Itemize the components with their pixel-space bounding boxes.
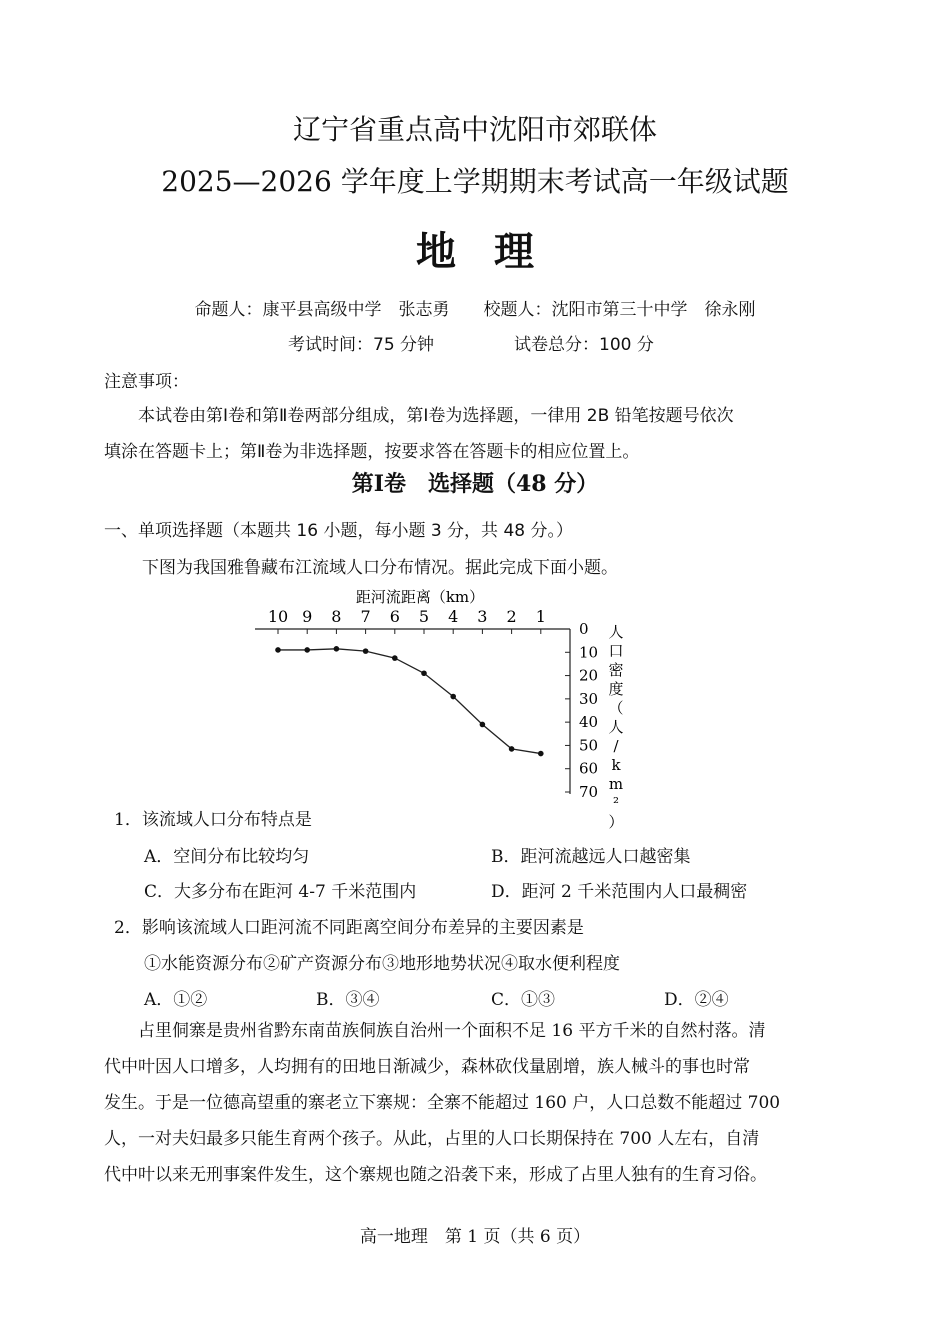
x-tick-label: 6 bbox=[389, 607, 400, 626]
x-tick-label: 7 bbox=[360, 607, 371, 626]
q1-option-d[interactable]: D．距河 2 千米范围内人口最稠密 bbox=[491, 882, 748, 902]
exam-title-line1: 辽宁省重点高中沈阳市郊联体 bbox=[292, 113, 657, 146]
x-tick-label: 4 bbox=[448, 607, 459, 626]
passage bbox=[104, 1013, 849, 1193]
notice-line2: 填涂在答题卡上；第Ⅱ卷为非选择题，按要求答在答题卡的相应位置上。 bbox=[104, 442, 640, 462]
subject-title: 地理 bbox=[416, 228, 572, 275]
series-line bbox=[278, 649, 541, 754]
passage-line-2: 代中叶因人口增多，人均拥有的田地日渐减少，森林砍伐量剧增，族人械斗的事也时常 bbox=[104, 1057, 750, 1077]
x-tick-label: 2 bbox=[506, 607, 517, 626]
x-tick-label: 5 bbox=[418, 607, 430, 626]
y-label-char: ） bbox=[608, 813, 624, 831]
passage-line-4: 人，一对夫妇最多只能生育两个孩子。从此，占里的人口长期保持在 700 人左右，自清 bbox=[104, 1129, 760, 1149]
data-point bbox=[450, 694, 456, 700]
q1-option-c[interactable]: C．大多分布在距河 4-7 千米范围内 bbox=[144, 882, 417, 902]
passage-line-5: 代中叶以来无刑事案件发生，这个寨规也随之沿袭下来，形成了占里人独有的生育习俗。 bbox=[104, 1165, 767, 1185]
authors-line: 命题人：康平县高级中学 张志勇 校题人：沈阳市第三十中学 徐永刚 bbox=[194, 300, 756, 320]
q2-stem: 2．影响该流域人口距河流不同距离空间分布差异的主要因素是 bbox=[114, 918, 584, 938]
data-point bbox=[392, 655, 398, 661]
total-score: 试卷总分：100 分 bbox=[514, 335, 654, 355]
notice-title: 注意事项： bbox=[104, 372, 189, 392]
y-label-char: 人 bbox=[608, 718, 624, 736]
q2-option-a[interactable]: A．①② bbox=[144, 990, 208, 1010]
y-label-char: 人 bbox=[608, 623, 624, 641]
q1-option-b[interactable]: B．距河流越远人口越密集 bbox=[491, 847, 691, 867]
y-tick-label: 10 bbox=[579, 643, 599, 662]
population-density-chart bbox=[250, 582, 650, 831]
y-label-char: k bbox=[611, 756, 621, 774]
y-tick-label: 50 bbox=[579, 736, 599, 755]
y-axis-label bbox=[608, 623, 623, 831]
y-tick-label: 20 bbox=[579, 666, 599, 685]
series-points bbox=[275, 646, 543, 756]
q1-option-a[interactable]: A．空间分布比较均匀 bbox=[144, 847, 310, 867]
data-point bbox=[275, 647, 281, 653]
y-label-char: 密 bbox=[608, 661, 624, 679]
q2-items: ①水能资源分布②矿产资源分布③地形地势状况④取水便利程度 bbox=[144, 954, 620, 974]
data-point bbox=[334, 646, 340, 652]
x-tick-label: 10 bbox=[267, 607, 289, 626]
x-tick-label: 1 bbox=[535, 607, 546, 626]
section-title: 第Ⅰ卷 选择题（48 分） bbox=[351, 471, 599, 497]
y-tick-label: 0 bbox=[579, 620, 589, 638]
y-label-char: ² bbox=[612, 794, 620, 812]
data-point bbox=[363, 648, 369, 654]
data-point bbox=[421, 670, 427, 676]
chart-title: 距河流距离（km） bbox=[355, 588, 485, 606]
data-point bbox=[480, 722, 486, 728]
y-tick-label: 60 bbox=[579, 759, 599, 778]
x-axis-ticks bbox=[268, 607, 546, 634]
q2-option-d[interactable]: D．②④ bbox=[664, 990, 729, 1010]
q2-option-b[interactable]: B．③④ bbox=[316, 990, 380, 1010]
exam-time: 考试时间：75 分钟 bbox=[288, 335, 435, 355]
data-point bbox=[538, 751, 544, 757]
q2-option-c[interactable]: C．①③ bbox=[491, 990, 556, 1010]
y-tick-label: 30 bbox=[579, 689, 599, 708]
y-label-char: 口 bbox=[608, 642, 624, 660]
exam-title-line2: 2025—2026 学年度上学期期末考试高一年级试题 bbox=[161, 165, 789, 198]
q1-stem: 1．该流域人口分布特点是 bbox=[114, 810, 312, 830]
data-point bbox=[304, 647, 310, 653]
page-footer: 高一地理 第 1 页（共 6 页） bbox=[359, 1227, 591, 1247]
y-label-char: （ bbox=[608, 699, 624, 717]
data-point bbox=[509, 746, 515, 752]
y-label-char: / bbox=[613, 737, 619, 755]
x-tick-label: 9 bbox=[302, 607, 313, 626]
y-tick-label: 70 bbox=[579, 783, 599, 801]
passage-line-3: 发生。于是一位德高望重的寨老立下寨规：全寨不能超过 160 户，人口总数不能超过 700 bbox=[104, 1093, 781, 1113]
chart-intro: 下图为我国雅鲁藏布江流域人口分布情况。据此完成下面小题。 bbox=[142, 558, 618, 578]
notice-line1: 本试卷由第Ⅰ卷和第Ⅱ卷两部分组成，第Ⅰ卷为选择题，一律用 2B 铅笔按题号依次 bbox=[138, 406, 734, 426]
x-tick-label: 3 bbox=[477, 607, 488, 626]
part-title: 一、单项选择题（本题共 16 小题，每小题 3 分，共 48 分。） bbox=[104, 521, 574, 541]
passage-line-1: 占里侗寨是贵州省黔东南苗族侗族自治州一个面积不足 16 平方千米的自然村落。清 bbox=[138, 1021, 766, 1041]
y-tick-label: 40 bbox=[579, 713, 599, 732]
x-tick-label: 8 bbox=[331, 607, 342, 626]
y-label-char: m bbox=[608, 775, 624, 793]
y-label-char: 度 bbox=[608, 680, 624, 698]
